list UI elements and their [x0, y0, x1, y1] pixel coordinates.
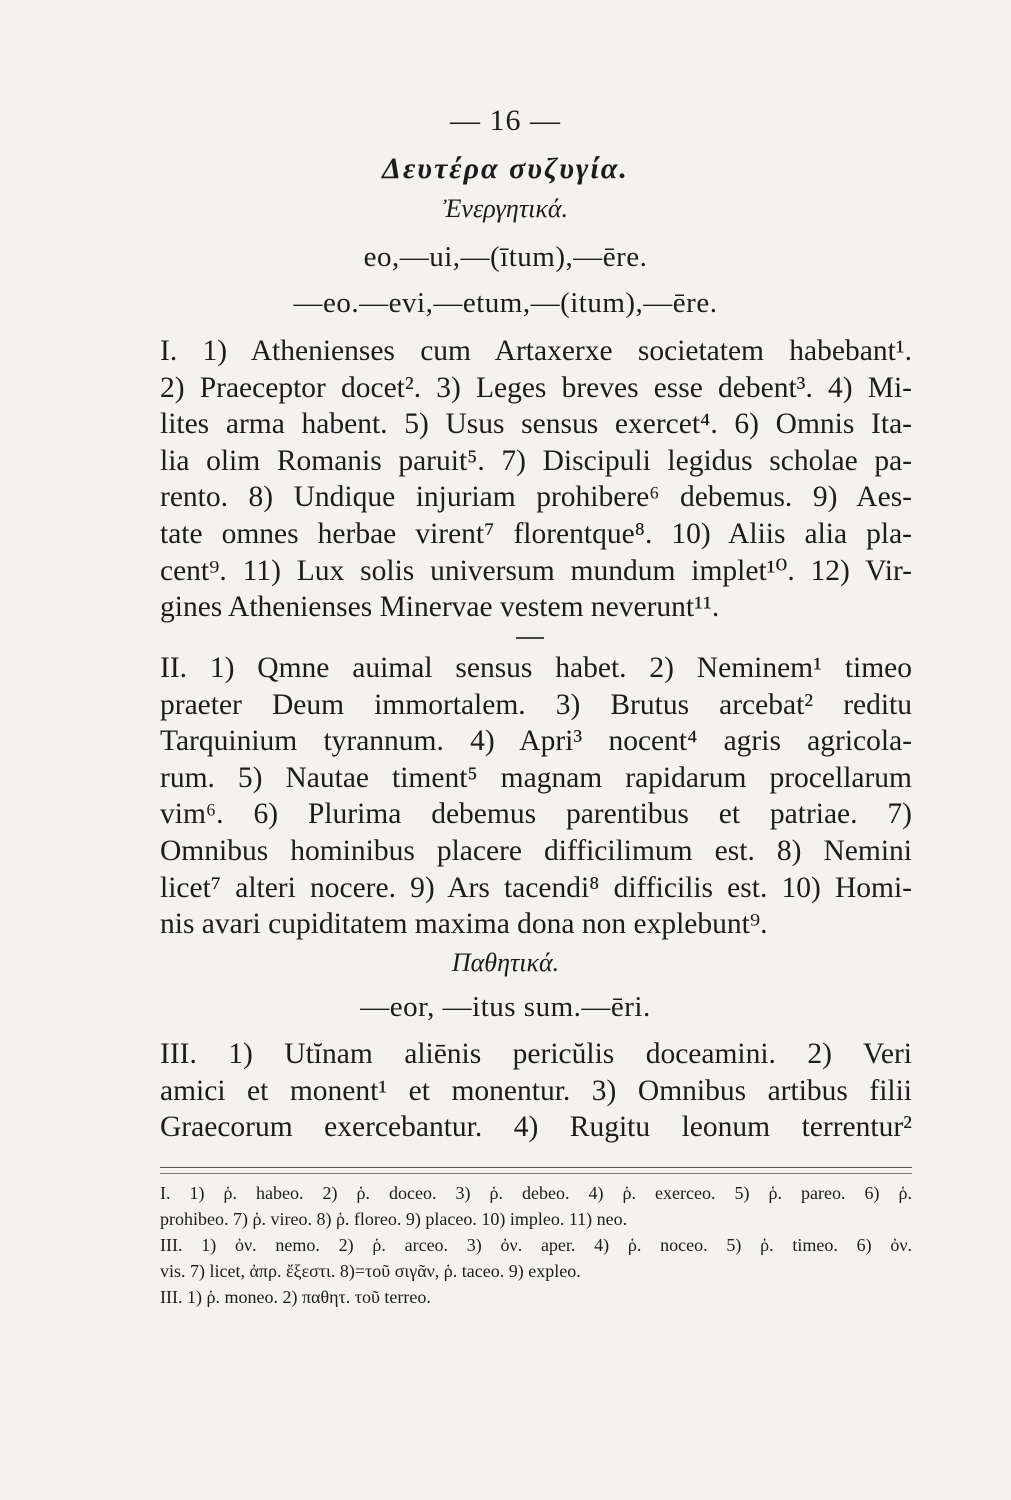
section-II-line: II. 1) Qmne auimal sensus habet. 2) Neminem¹ timeo — [160, 652, 912, 684]
footnote-line: vis. 7) licet, ἀπρ. ἔξεστι. 8)=τοῦ σιγᾶν, ῥ. taceo. 9) expleo. — [160, 1261, 581, 1281]
conjugation-title: Δευτέρα συζυγία. — [382, 152, 629, 185]
section-III-line: Graecorum exercebantur. 4) Rugitu leonum terrentur² — [160, 1111, 912, 1144]
exercise-section-II — [160, 650, 912, 943]
section-I-line: rento. 8) Undique injuriam prohibere⁶ debemus. 9) Aes- — [160, 481, 912, 514]
section-III-line: amici et monent¹ et monentur. 3) Omnibus artibus filii — [160, 1074, 912, 1107]
section-II-line: nis avari cupiditatem maxima dona non explebunt⁹. — [160, 908, 768, 941]
passive-pattern: —eor, —itus sum.—ēri. — [360, 991, 651, 1023]
active-pattern-2: —eo.—evi,—etum,—(itum),—ēre. — [293, 287, 718, 319]
section-I-line: lites arma habent. 5) Usus sensus exercet⁴. 6) Omnis Ita- — [160, 408, 912, 441]
footnote-line: III. 1) ὀν. nemo. 2) ῥ. arceo. 3) ὀν. aper. 4) ῥ. noceo. 5) ῥ. timeo. 6) ὀν. — [160, 1235, 912, 1255]
page-number: — 16 — — [450, 104, 561, 137]
exercise-section-I — [160, 333, 912, 626]
footnote-rule-secondary — [160, 1173, 912, 1174]
active-pattern-1: eo,—ui,—(ītum),—ēre. — [363, 241, 648, 273]
section-I-line: gines Athenienses Minervae vestem neverunt¹¹. — [160, 591, 720, 624]
section-II-line: vim⁶. 6) Plurima debemus parentibus et patriae. 7) — [160, 798, 912, 831]
section-II-line: rum. 5) Nautae timent⁵ magnam rapidarum procellarum — [160, 761, 912, 794]
section-II-line: licet⁷ alteri nocere. 9) Ars tacendi⁸ difficilis est. 10) Homi- — [160, 871, 912, 904]
section-I-line: 2) Praeceptor docet². 3) Leges breves esse debent³. 4) Mi- — [160, 371, 912, 404]
section-III-line: III. 1) Utĭnam aliēnis pericŭlis doceamini. 2) Veri — [160, 1038, 912, 1070]
section-II-line: Tarquinium tyrannum. 4) Apri³ nocent⁴ agris agricola- — [160, 725, 912, 758]
footnote-line: III. 1) ῥ. moneo. 2) παθητ. τοῦ terreo. — [160, 1287, 431, 1307]
footnote-line: I. 1) ῥ. habeo. 2) ῥ. doceo. 3) ῥ. debeo. 4) ῥ. exerceo. 5) ῥ. pareo. 6) ῥ. — [160, 1183, 912, 1203]
footnotes — [160, 1180, 912, 1310]
section-I-line: I. 1) Athenienses cum Artaxerxe societatem habebant¹. — [160, 335, 912, 367]
section-II-line: praeter Deum immortalem. 3) Brutus arcebat² reditu — [160, 688, 912, 721]
section-II-line: Omnibus hominibus placere difficilimum est. 8) Nemini — [160, 834, 912, 867]
footnote-rule — [160, 1167, 912, 1168]
section-separator — [516, 637, 544, 639]
section-I-line: lia olim Romanis paruit⁵. 7) Discipuli legidus scholae pa- — [160, 444, 912, 477]
passive-voice-heading: Παθητικά. — [451, 948, 560, 977]
exercise-section-III — [160, 1036, 912, 1146]
section-I-line: cent⁹. 11) Lux solis universum mundum implet¹⁰. 12) Vir- — [160, 554, 912, 587]
footnote-line: prohibeo. 7) ῥ. vireo. 8) ῥ. floreo. 9) placeo. 10) impleo. 11) neo. — [160, 1209, 628, 1229]
active-voice-heading: Ἐνεργητικά. — [443, 194, 568, 223]
section-I-line: tate omnes herbae virent⁷ florentque⁸. 10) Aliis alia pla- — [160, 517, 912, 550]
